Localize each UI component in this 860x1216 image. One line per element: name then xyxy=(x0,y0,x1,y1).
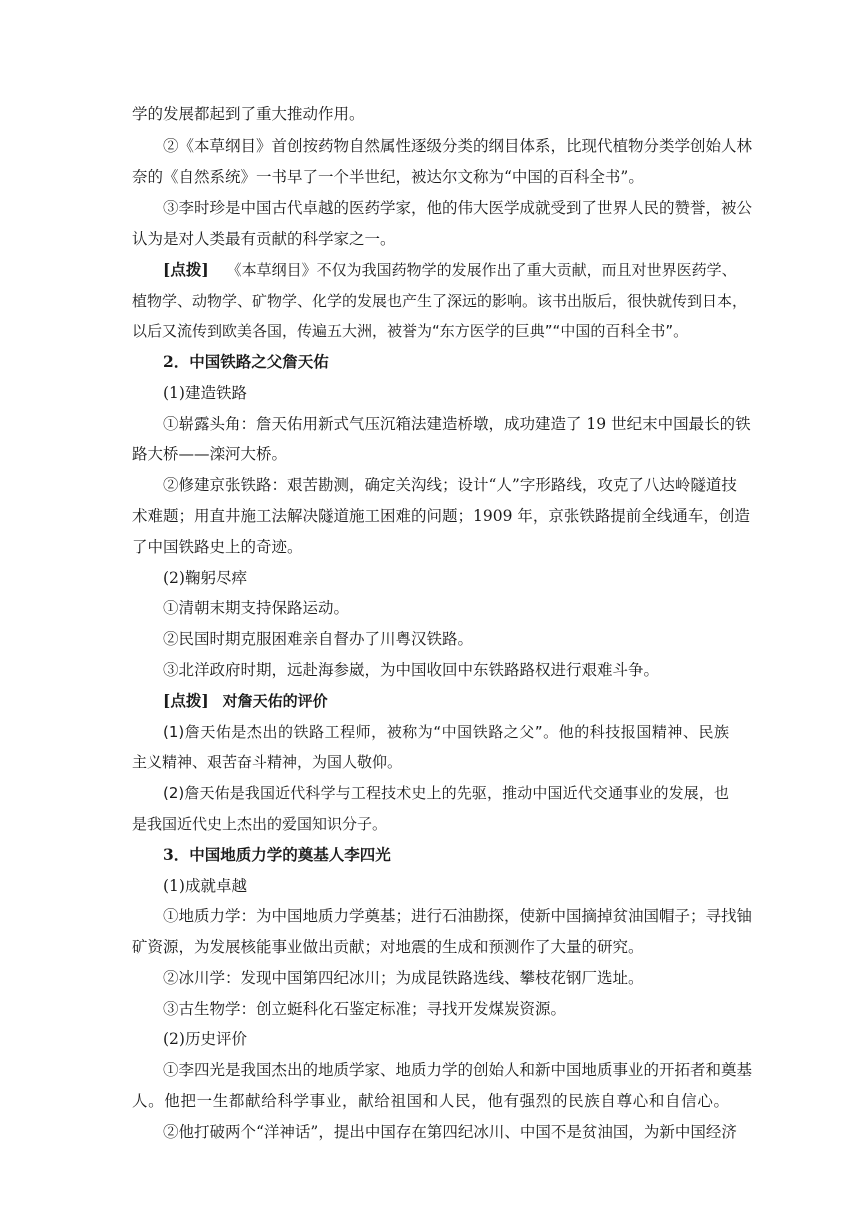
text-line: ③古生物学：创立蜓科化石鉴定标准；寻找开发煤炭资源。 xyxy=(163,1000,567,1018)
text-line: 学的发展都起到了重大推动作用。 xyxy=(132,105,365,123)
subsection-heading: (2)历史评价 xyxy=(163,1030,247,1048)
text-line: ③李时珍是中国古代卓越的医药学家，他的伟大医学成就受到了世界人民的赞誉，被公 xyxy=(163,199,753,217)
text-line: ②修建京张铁路：艰苦勘测，确定关沟线；设计“人”字形路线，攻克了八达岭隧道技 xyxy=(163,476,737,494)
text-line: 术难题；用直井施工法解决隧道施工困难的问题；1909 年，京张铁路提前全线通车，创造 xyxy=(132,507,750,525)
text-line: ①清朝末期支持保路运动。 xyxy=(163,599,350,617)
text-line: ①李四光是我国杰出的地质学家、地质力学的创始人和新中国地质事业的开拓者和奠基 xyxy=(163,1061,753,1079)
remark-text: (2)詹天佑是我国近代科学与工程技术史上的先驱，推动中国近代交通事业的发展，也 xyxy=(163,784,729,802)
text-line: ②民国时期克服困难亲自督办了川粤汉铁路。 xyxy=(163,630,474,648)
text-line: ②《本草纲目》首创按药物自然属性逐级分类的纲目体系，比现代植物分类学创始人林 xyxy=(163,137,753,155)
remark-text: 以后又流传到欧美各国，传遍五大洲，被誉为“东方医学的巨典”“中国的百科全书”。 xyxy=(132,322,689,340)
text-line: ②他打破两个“洋神话”，提出中国存在第四纪冰川、中国不是贫油国，为新中国经济 xyxy=(163,1123,737,1141)
section-heading: 2．中国铁路之父詹天佑 xyxy=(163,352,329,371)
remark-paragraph xyxy=(163,260,737,280)
remark-paragraph xyxy=(163,691,328,711)
text-line: 了中国铁路史上的奇迹。 xyxy=(132,538,303,556)
text-line: 奈的《自然系统》一书早了一个半世纪，被达尔文称为“中国的百科全书”。 xyxy=(132,168,644,186)
section-heading: 3．中国地质力学的奠基人李四光 xyxy=(163,845,391,864)
remark-text: 主义精神、艰苦奋斗精神，为国人敬仰。 xyxy=(132,753,403,771)
text-line: ①崭露头角：詹天佑用新式气压沉箱法建造桥墩，成功建造了 19 世纪末中国最长的铁 xyxy=(163,415,751,433)
text-line: 认为是对人类最有贡献的科学家之一。 xyxy=(132,230,396,248)
remark-text: (1)詹天佑是杰出的铁路工程师，被称为“中国铁路之父”。他的科技报国精神、民族 xyxy=(163,723,729,741)
remark-tag: [点拨] xyxy=(163,260,209,279)
remark-text: 《本草纲目》不仅为我国药物学的发展作出了重大贡献，而且对世界医药学、 xyxy=(226,261,737,279)
subsection-heading: (1)成就卓越 xyxy=(163,877,247,895)
remark-text: 植物学、动物学、矿物学、化学的发展也产生了深远的影响。该书出版后，很快就传到日本， xyxy=(132,292,748,310)
text-line: 人。他把一生都献给科学事业，献给祖国和人民，他有强烈的民族自尊心和自信心。 xyxy=(132,1092,729,1110)
text-line: ①地质力学：为中国地质力学奠基；进行石油勘探，使新中国摘掉贫油国帽子；寻找铀 xyxy=(163,907,753,925)
subsection-heading: (2)鞠躬尽瘁 xyxy=(163,569,247,587)
text-line: 路大桥——滦河大桥。 xyxy=(132,445,288,463)
subsection-heading: (1)建造铁路 xyxy=(163,384,247,402)
text-line: ③北洋政府时期，远赴海参崴，为中国收回中东铁路路权进行艰难斗争。 xyxy=(163,661,660,679)
remark-text: 是我国近代史上杰出的爱国知识分子。 xyxy=(132,815,388,833)
remark-tag: [点拨] xyxy=(163,691,209,710)
text-line: 矿资源，为发展核能事业做出贡献；对地震的生成和预测作了大量的研究。 xyxy=(132,938,644,956)
text-line: ②冰川学：发现中国第四纪冰川；为成昆铁路选线、攀枝花钢厂选址。 xyxy=(163,969,644,987)
remark-title: 对詹天佑的评价 xyxy=(222,692,328,710)
